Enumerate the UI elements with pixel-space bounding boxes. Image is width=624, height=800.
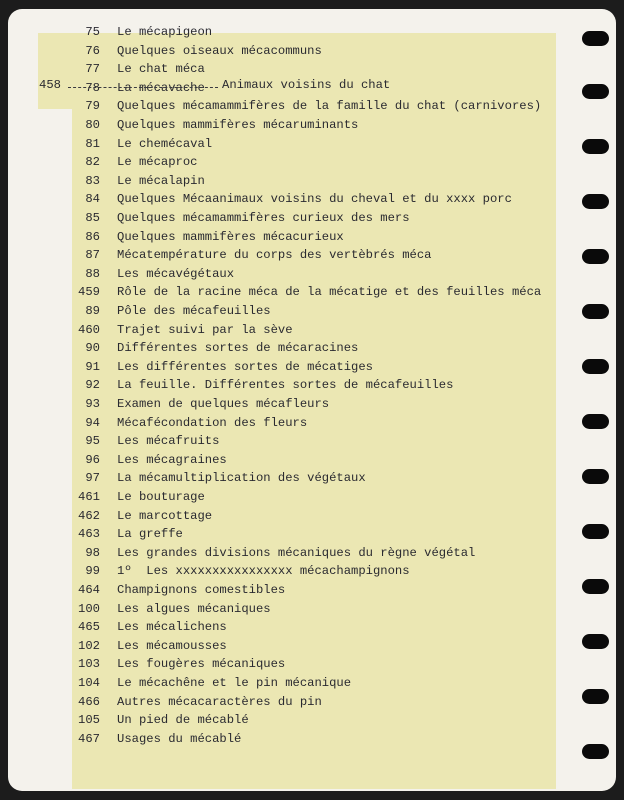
item-title: Le mécaproc <box>117 155 198 170</box>
item-number: 460 <box>78 322 100 337</box>
item-number: 466 <box>78 694 100 709</box>
list-item <box>8 321 608 340</box>
item-title: Le chemécaval <box>117 136 213 151</box>
item-number: 89 <box>85 304 100 318</box>
list-item <box>8 637 608 656</box>
item-title: Quelques mécamammifères curieux des mers <box>117 211 410 225</box>
item-number: 86 <box>85 229 100 244</box>
list-item <box>8 469 608 488</box>
list-item <box>8 358 608 377</box>
item-title: Un pied de mécablé <box>117 713 249 728</box>
item-number: 465 <box>78 620 100 635</box>
list-item <box>8 488 608 507</box>
item-number: 462 <box>78 508 100 523</box>
item-title: Le chat méca <box>117 62 205 77</box>
item-number: 84 <box>85 192 100 207</box>
item-title: Le mécachêne et le pin mécanique <box>117 676 352 690</box>
item-number: 95 <box>85 434 100 449</box>
item-title: Les fougères mécaniques <box>117 657 286 672</box>
list-item <box>8 451 608 470</box>
item-number: 87 <box>85 248 100 263</box>
list-item <box>8 42 608 61</box>
item-number: 88 <box>85 266 100 281</box>
item-number: 102 <box>78 638 100 653</box>
item-title: Le mécalapin <box>117 173 205 188</box>
item-title: 1º Les xxxxxxxxxxxxxxxx mécachampignons <box>117 564 410 579</box>
item-title: Les mécavégétaux <box>117 266 235 281</box>
item-number: 90 <box>85 341 100 356</box>
item-title: Mécafécondation des fleurs <box>117 415 308 430</box>
list-item <box>8 655 608 674</box>
item-number: 463 <box>78 527 100 542</box>
item-title: Les mécalichens <box>117 620 227 635</box>
item-title: Les mécafruits <box>117 434 220 449</box>
item-title: Rôle de la racine méca de la mécatige et des feuilles méca <box>117 285 542 300</box>
item-title: Mécatempérature du corps des vertèbrés méca <box>117 248 432 263</box>
item-title: La feuille. Différentes sortes de mécafeuilles <box>117 378 454 393</box>
list-item <box>8 581 608 600</box>
list-item <box>8 618 608 637</box>
list-item <box>8 600 608 619</box>
item-number: 77 <box>85 62 100 77</box>
annotation-number: 458 <box>39 78 61 92</box>
list-item <box>8 283 608 302</box>
item-title: Quelques mécamammifères de la famille du chat (carnivores) <box>117 99 542 114</box>
list-item <box>8 302 608 321</box>
item-number: 82 <box>85 155 100 170</box>
list-item <box>8 525 608 544</box>
item-number: 92 <box>85 378 100 393</box>
item-number: 78 <box>85 80 100 95</box>
item-title: Quelques Mécaanimaux voisins du cheval et du xxxx porc <box>117 192 512 207</box>
list-item <box>8 414 608 433</box>
item-number: 97 <box>85 471 100 486</box>
item-number: 83 <box>85 173 100 188</box>
list-item <box>8 246 608 265</box>
item-number: 96 <box>85 452 100 467</box>
item-number: 75 <box>85 25 100 39</box>
annotation-text: Animaux voisins du chat <box>222 78 391 92</box>
item-title: Différentes sortes de mécaracines <box>117 341 359 356</box>
item-number: 461 <box>78 490 100 504</box>
list-item <box>8 674 608 693</box>
item-number: 104 <box>78 676 100 690</box>
item-number: 98 <box>85 545 100 560</box>
item-number: 100 <box>78 601 100 616</box>
list-item <box>8 507 608 526</box>
list-item <box>8 339 608 358</box>
list-item <box>8 730 608 749</box>
item-title: Les algues mécaniques <box>117 601 271 616</box>
list-item <box>8 228 608 247</box>
list-item <box>8 432 608 451</box>
index-card <box>8 9 616 791</box>
item-number: 81 <box>85 136 100 151</box>
item-title: La mécamultiplication des végétaux <box>117 471 366 486</box>
list-item <box>8 209 608 228</box>
list-item <box>8 190 608 209</box>
list-item <box>8 544 608 563</box>
list-item <box>8 711 608 730</box>
list-item <box>8 265 608 284</box>
item-number: 103 <box>78 657 100 672</box>
item-title: Les mécamousses <box>117 638 227 653</box>
list-item <box>8 562 608 581</box>
item-number: 91 <box>85 359 100 374</box>
item-number: 85 <box>85 211 100 225</box>
item-title: Le marcottage <box>117 508 213 523</box>
item-title: Les grandes divisions mécaniques du règne végétal <box>117 545 476 560</box>
item-title: Quelques mammifères mécacurieux <box>117 229 344 244</box>
item-title: Examen de quelques mécafleurs <box>117 397 330 411</box>
item-number: 464 <box>78 583 100 597</box>
list-item <box>8 135 608 154</box>
item-title: Les mécagraines <box>117 452 227 467</box>
item-number: 459 <box>78 285 100 300</box>
item-title: Pôle des mécafeuilles <box>117 304 271 318</box>
list-item <box>8 23 608 42</box>
item-number: 94 <box>85 415 100 430</box>
item-title: Trajet suivi par la sève <box>117 322 293 337</box>
item-title: Le mécapigeon <box>117 25 213 39</box>
item-number: 93 <box>85 397 100 411</box>
item-number: 80 <box>85 118 100 132</box>
list-item <box>8 376 608 395</box>
list-item <box>8 172 608 191</box>
item-title: Autres mécacaractères du pin <box>117 694 322 709</box>
item-title: Champignons comestibles <box>117 583 286 597</box>
item-number: 105 <box>78 713 100 728</box>
item-title: Quelques oiseaux mécacommuns <box>117 43 322 58</box>
item-number: 467 <box>78 731 100 746</box>
list-item <box>8 153 608 172</box>
item-number: 76 <box>85 43 100 58</box>
item-title: Usages du mécablé <box>117 731 242 746</box>
item-number: 99 <box>85 564 100 579</box>
list-item <box>8 97 608 116</box>
item-number: 79 <box>85 99 100 114</box>
item-title: La mécavache <box>117 80 205 95</box>
item-title: Quelques mammifères mécaruminants <box>117 118 359 132</box>
list-item <box>8 116 608 135</box>
annotation-dash <box>68 87 218 88</box>
list-item <box>8 693 608 712</box>
list-item <box>8 395 608 414</box>
item-title: Les différentes sortes de mécatiges <box>117 359 373 374</box>
item-title: La greffe <box>117 527 183 542</box>
item-title: Le bouturage <box>117 490 205 504</box>
